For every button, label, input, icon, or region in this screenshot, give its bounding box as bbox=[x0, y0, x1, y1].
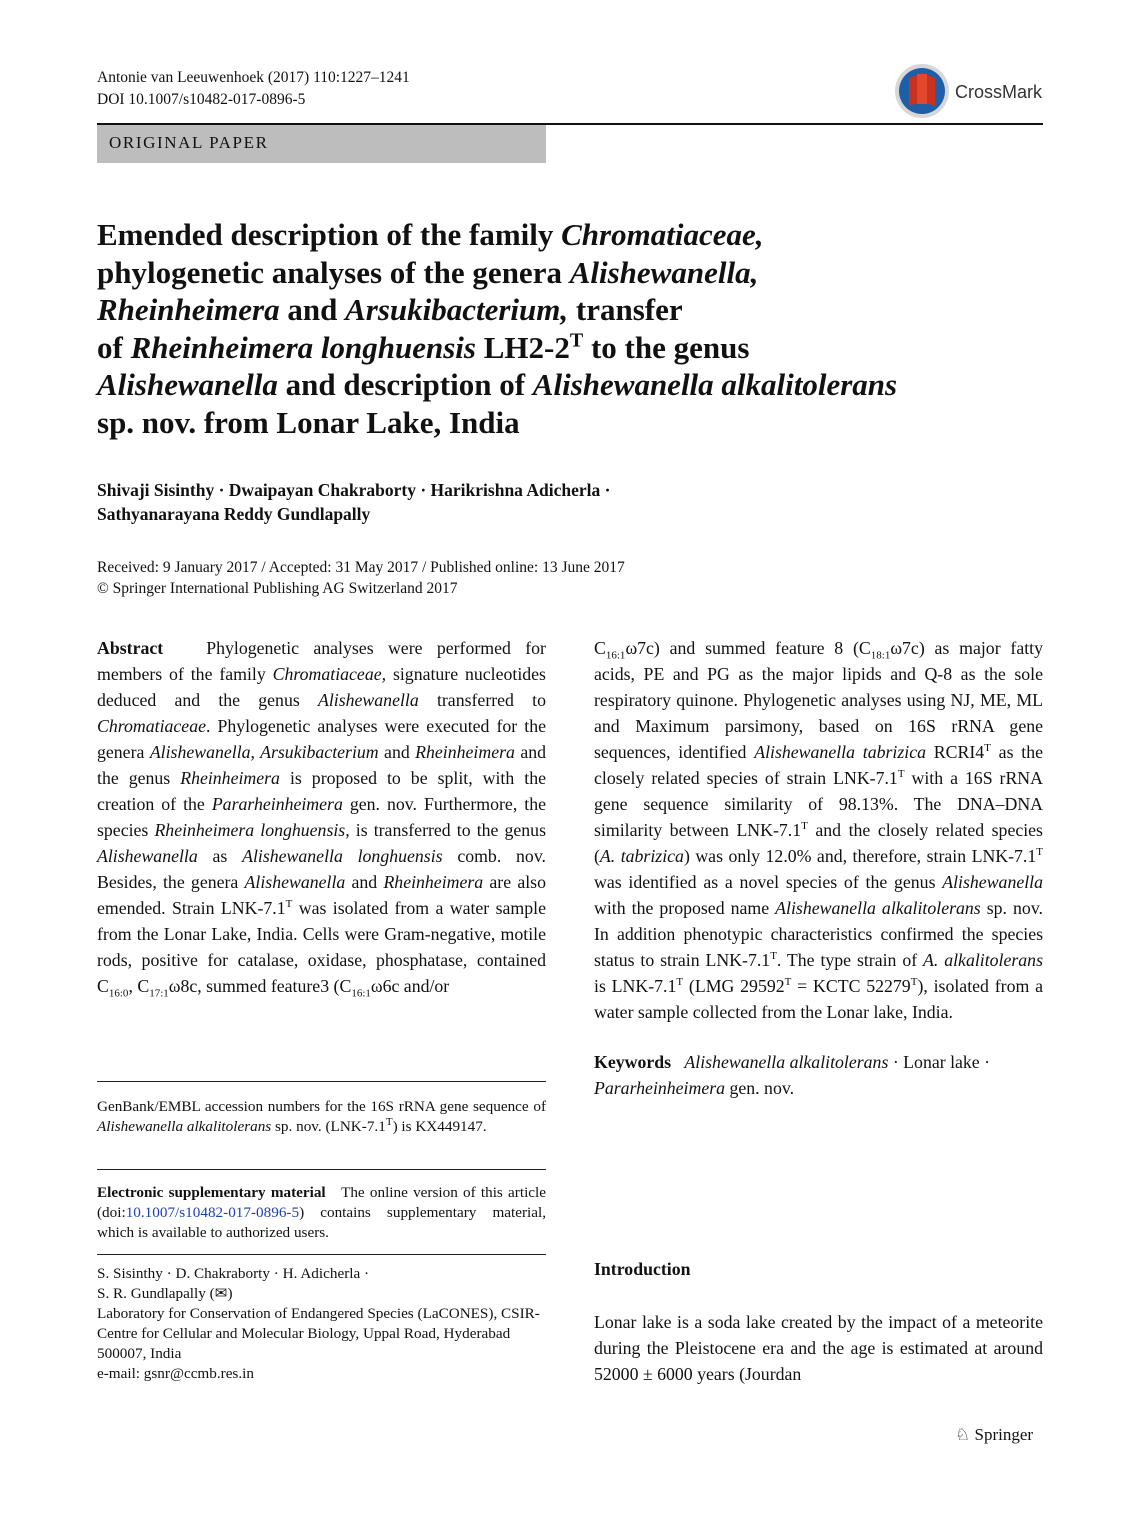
crossmark-icon bbox=[893, 62, 953, 120]
esm-note: Electronic supplementary material The online version of this article (doi:10.1007/s10482-017-0896-5) contains supplementary material, which is available to authorized users. bbox=[97, 1184, 546, 1241]
paper-title: Emended description of the family Chromatiaceae, phylogenetic analyses of the genera Alishewanella, Rheinheimera and Arsukibacterium, transfer of Rheinheimera longhuensis $LH2-2^T$ to the genus Alishewanella and description of Alishewanella alkalitolerans sp. nov. from Lonar Lake, India bbox=[97, 217, 898, 440]
footnote-rule-3 bbox=[97, 1254, 546, 1255]
affiliation-note: S. Sisinthy · D. Chakraborty · H. Adicherla · S. R. Gundlapally (✉) Laboratory for Conservation of Endangered Species (LaCONES), CSIR-Centre for Cellular and Molecular Biology, Uppal Road, Hyderabad 500007, India e-mail: gsnr@ccmb.res.in bbox=[97, 1264, 546, 1384]
dates-line: Received: 9 January 2017 / Accepted: 31 May 2017 / Published online: 13 June 2017 bbox=[97, 559, 625, 576]
envelope-icon: ✉ bbox=[214, 1285, 228, 1302]
keywords-label: Keywords bbox=[594, 1052, 672, 1072]
introduction-body: Lonar lake is a soda lake created by the impact of a meteorite during the Pleistocene era and the age is estimated at around 52000 ± 6000 years (Jourdan bbox=[594, 1312, 1043, 1384]
crossmark-label: CrossMark bbox=[955, 82, 1043, 102]
section-band bbox=[97, 125, 546, 163]
springer-horse-icon: ♘ bbox=[955, 1425, 971, 1444]
crossmark-logo[interactable] bbox=[893, 62, 1043, 120]
abstract-right: $C_{16:1}\omega 7c$) and summed feature 8 $(C_{18:1}\omega 7c)$ as major fatty acids, PE and PG as the major lipids and Q-8 as the sole respiratory quinone. Phylogenetic analyses using NJ, ME, ML and Maximum parsimony, based on 16S rRNA gene sequences, identified Alishewanella tabrizica $RCRI4^T$ as the closely related species of strain LNK-$7.1^T$ with a 16S rRNA gene sequence similarity of 98.13%. The DNA–DNA similarity between LNK-$7.1^T$ and the closely related species (A. tabrizica) was only 12.0% and, therefore, strain LNK-$7.1^T$ was identified as a novel species of the genus Alishewanella with the proposed name Alishewanella alkalitolerans sp. nov. In addition phenotypic characteristics confirmed the species status to strain LNK-$7.1^T$. The type strain of A. alkalitolerans is LNK-$7.1^T$ (LMG $29592^T$ = KCTC $52279^T$), isolated from a water sample collected from the Lonar lake, India. Keywords Alishewanella alkalitolerans · Lonar lake · Pararheinheimera gen. nov. bbox=[594, 635, 1043, 1101]
esm-label: Electronic supplementary material bbox=[97, 1184, 326, 1201]
section-band-label: ORIGINAL PAPER bbox=[109, 133, 269, 152]
footnote-rule-1 bbox=[97, 1081, 546, 1082]
genbank-note: GenBank/EMBL accession numbers for the 16S rRNA gene sequence of Alishewanella alkalitolerans sp. nov. $(LNK-7.1^T)$ is KX449147. bbox=[97, 1098, 546, 1135]
abstract-left: Abstract Phylogenetic analyses were performed for members of the family Chromatiaceae, signature nucleotides deduced and the genus Alishewanella transferred to Chromatiaceae. Phylogenetic analyses were executed for the genera Alishewanella, Arsukibacterium and Rheinheimera and the genus Rheinheimera is proposed to be split, with the creation of the Pararheinheimera gen. nov. Furthermore, the species Rheinheimera longhuensis, is transferred to the genus Alishewanella as Alishewanella longhuensis comb. nov. Besides, the genera Alishewanella and Rheinheimera are also emended. Strain LNK-$7.1^T$ was isolated from a water sample from the Lonar Lake, India. Cells were Gram-negative, motile rods, positive for catalase, oxidase, phosphatase, contained $C_{16:0}$, $C_{17:1}\omega 8c$, summed feature3 ($C_{16:1}\omega 6c$ and/or bbox=[97, 638, 547, 1000]
authors-line-2: Sathyanarayana Reddy Gundlapally bbox=[97, 504, 371, 524]
copyright-line: © Springer International Publishing AG Switzerland 2017 bbox=[97, 580, 458, 597]
author-list bbox=[97, 478, 997, 526]
introduction-heading: Introduction bbox=[594, 1259, 691, 1279]
publication-dates bbox=[97, 557, 625, 599]
keywords: Keywords Alishewanella alkalitolerans · Lonar lake · Pararheinheimera gen. nov. bbox=[594, 1052, 991, 1098]
footnote-rule-2 bbox=[97, 1169, 546, 1170]
springer-logo bbox=[955, 1425, 1033, 1445]
journal-header bbox=[97, 67, 410, 111]
journal-citation: Antonie van Leeuwenhoek (2017) 110:1227–1241 bbox=[97, 69, 410, 86]
publisher-name: Springer bbox=[974, 1425, 1034, 1444]
abstract-label: Abstract bbox=[97, 638, 164, 658]
esm-doi-link[interactable]: 10.1007/s10482-017-0896-5 bbox=[125, 1204, 300, 1221]
email[interactable]: e-mail: gsnr@ccmb.res.in bbox=[97, 1365, 254, 1382]
doi: DOI 10.1007/s10482-017-0896-5 bbox=[97, 91, 306, 108]
authors-line-1: Shivaji Sisinthy · Dwaipayan Chakraborty · Harikrishna Adicherla · bbox=[97, 480, 611, 500]
